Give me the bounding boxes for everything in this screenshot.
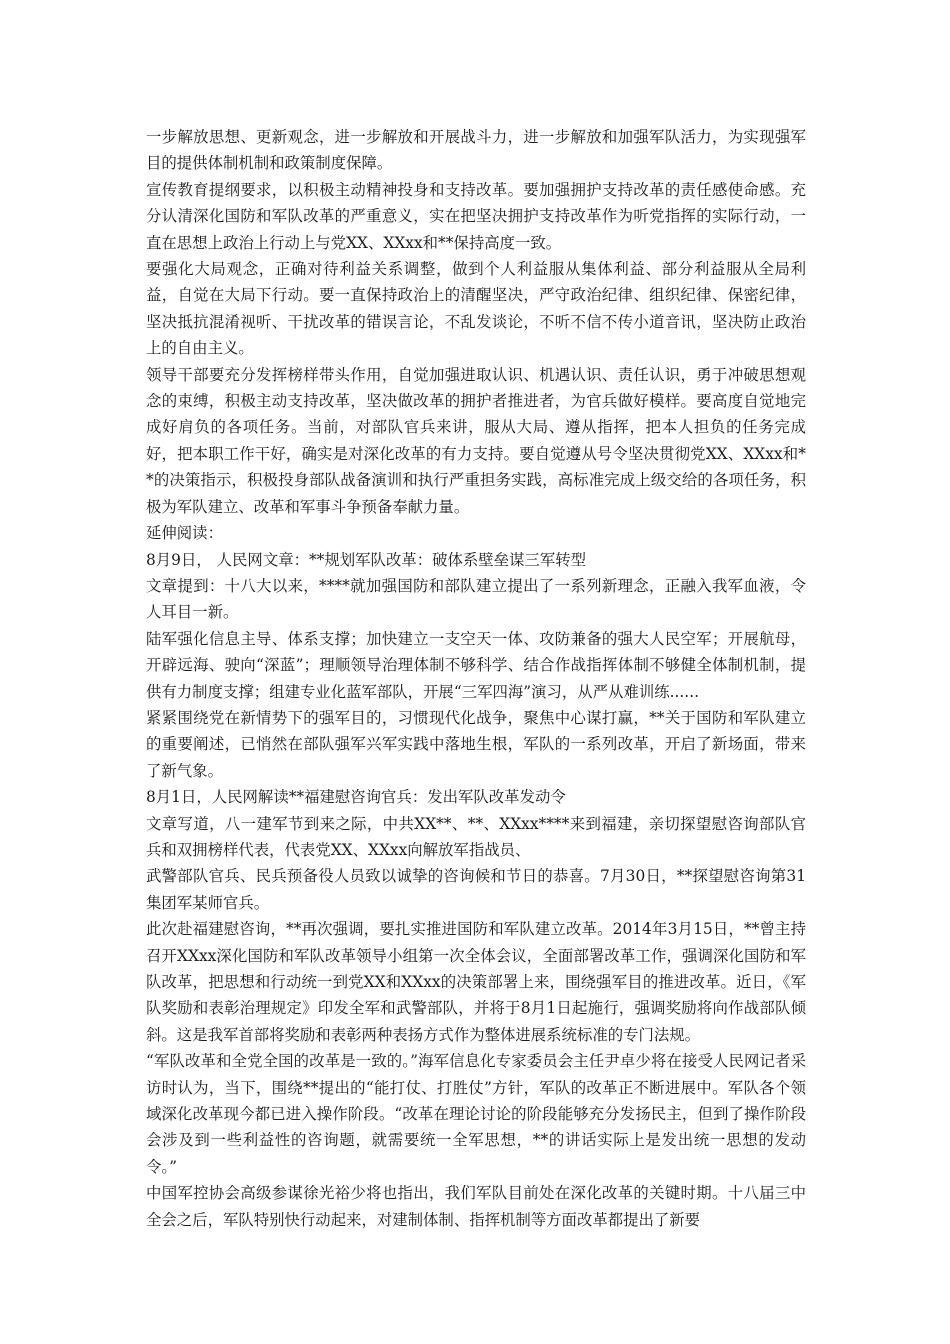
paragraph: 此次赴福建慰咨询，**再次强调，要扎实推进国防和军队建立改革。2014年3月15日，**曾主持召开XXxx深化国防和军队改革领导小组第一次全体会议，全面部署改革工作，强调深化国防和军队改革，把思想和行动统一到党XX和XXxx的决策部署上来，围绕强军目的推进改革。近日，《军队奖励和表彰治理规定》印发全军和武警部队，并将于8月1日起施行，强调奖励将向作战部队倾斜。这是我军首部将奖励和表彰两种表扬方式作为整体进展系统标准的专门法规。: [146, 920, 806, 1044]
article-headline: 8月9日， 人民网文章：**规划军队改革：破体系壁垒谋三军转型: [146, 550, 587, 569]
paragraph: “军队改革和全党全国的改革是一致的。”海军信息化专家委员会主任尹卓少将在接受人民网记者采访时认为，当下，围绕**提出的“能打仗、打胜仗”方针，军队的改革正不断进展中。军队各个领域深化改革现今都已进入操作阶段。“改革在理论讨论的阶段能够充分发扬民主，但到了操作阶段会涉及到一些利益性的咨询题，就需要统一全军思想，**的讲话实际上是发出统一思想的发动令。”: [146, 1052, 806, 1176]
paragraph: 武警部队官兵、民兵预备役人员致以诚挚的咨询候和节日的恭喜。7月30日，**探望慰咨询第31集团军某师官兵。: [146, 867, 806, 912]
article-headline: 8月1日，人民网解读**福建慰咨询官兵：发出军队改革发动令: [146, 788, 566, 807]
paragraph: 一步解放思想、更新观念，进一步解放和开展战斗力，进一步解放和加强军队活力，为实现强军目的提供体制机制和政策制度保障。: [146, 128, 806, 173]
paragraph: 要强化大局观念，正确对待利益关系调整，做到个人利益服从集体利益、部分利益服从全局利益，自觉在大局下行动。要一直保持政治上的清醒坚决，严守政治纪律、组织纪律、保密纪律，坚决抵抗混淆视听、干扰改革的错误言论，不乱发谈论，不听不信不传小道音讯，坚决防止政治上的自由主义。: [146, 260, 806, 358]
paragraph: 宣传教育提纲要求，以积极主动精神投身和支持改革。要加强拥护支持改革的责任感使命感。充分认清深化国防和军队改革的严重意义，实在把坚决拥护支持改革作为听党指挥的实际行动，一直在思想上政治上行动上与党XX、XXxx和**保持高度一致。: [146, 180, 806, 252]
paragraph: 领导干部要充分发挥榜样带头作用，自觉加强进取认识、机遇认识、责任认识，勇于冲破思想观念的束缚，积极主动支持改革，坚决做改革的拥护者推进者，为官兵做好模样。要高度自觉地完成好肩负的各项任务。当前，对部队官兵来讲，服从大局、遵从指挥，把本人担负的任务完成好，把本职工作干好，确实是对深化改革的有力支持。要自觉遵从号令坚决贯彻党XX、XXxx和**的决策指示，积极投身部队战备演训和执行严重担务实践，高标准完成上级交给的各项任务，积极为军队建立、改革和军事斗争预备奉献力量。: [146, 365, 806, 516]
document-body: [146, 124, 806, 1233]
paragraph: 文章写道，八一建军节到来之际，中共XX**、**、XXxx****来到福建，亲切探望慰咨询部队官兵和双拥榜样代表，代表党XX、XXxx向解放军指战员、: [146, 814, 806, 859]
paragraph: 中国军控协会高级参谋徐光裕少将也指出，我们军队目前处在深化改革的关键时期。十八届三中全会之后，军队特别快行动起来，对建制体制、指挥机制等方面改革都提出了新要: [146, 1184, 806, 1229]
paragraph: 文章提到：十八大以来，****就加强国防和部队建立提出了一系列新理念，正融入我军血液，令人耳目一新。: [146, 576, 806, 622]
paragraph: 陆军强化信息主导、体系支撑；加快建立一支空天一体、攻防兼备的强大人民空军；开展航母，开辟远海、驶向“深蓝”；理顺领导治理体制不够科学、结合作战指挥体制不够健全体制机制，提供有力制度支撑；组建专业化蓝军部队，开展“三军四海”演习，从严从难训练......: [146, 629, 806, 701]
paragraph: 紧紧围绕党在新情势下的强军目的，习惯现代化战争，聚焦中心谋打赢，**关于国防和军队建立的重要阐述，已悄然在部队强军兴军实践中落地生根，军队的一系列改革，开启了新场面，带来了新气象。: [146, 708, 806, 780]
section-heading: 延伸阅读：: [146, 524, 223, 543]
